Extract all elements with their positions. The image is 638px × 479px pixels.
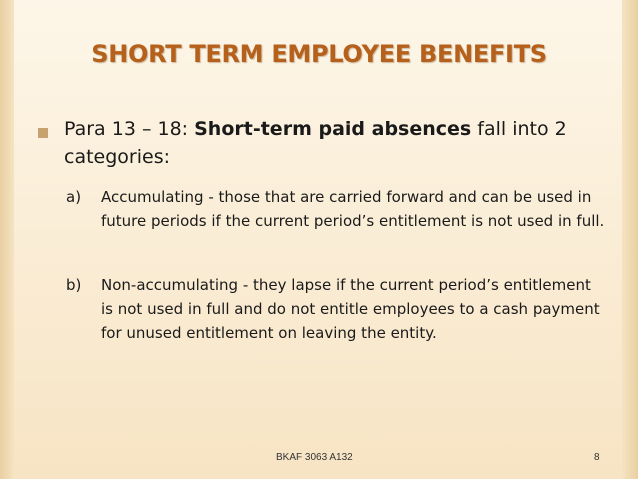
main-point-bold: Short-term paid absences — [194, 118, 472, 140]
slide-title: SHORT TERM EMPLOYEE BENEFITS — [91, 40, 547, 68]
footer-course: BKAF 3063 A132 — [276, 452, 353, 463]
list-item-text: Accumulating - those that are carried forward and can be used in future periods if the current period’s entitlement is not used in full. — [101, 188, 605, 230]
main-point — [64, 115, 584, 171]
list-marker: a) — [66, 188, 82, 206]
square-bullet-icon — [38, 128, 48, 138]
left-decorative-band — [0, 0, 14, 479]
list-item-b — [66, 273, 606, 345]
right-decorative-band — [622, 0, 638, 479]
main-point-prefix: Para 13 – 18: — [64, 118, 195, 140]
main-point-suffix: fall into 2 categories: — [64, 118, 567, 168]
page-number: 8 — [594, 452, 600, 463]
list-item-a — [66, 185, 606, 233]
list-marker: b) — [66, 276, 82, 294]
list-item-text: Non-accumulating - they lapse if the current period’s entitlement is not used in full and do not entitle employees to a cash payment for unused entitlement on leaving the entity. — [101, 276, 600, 342]
